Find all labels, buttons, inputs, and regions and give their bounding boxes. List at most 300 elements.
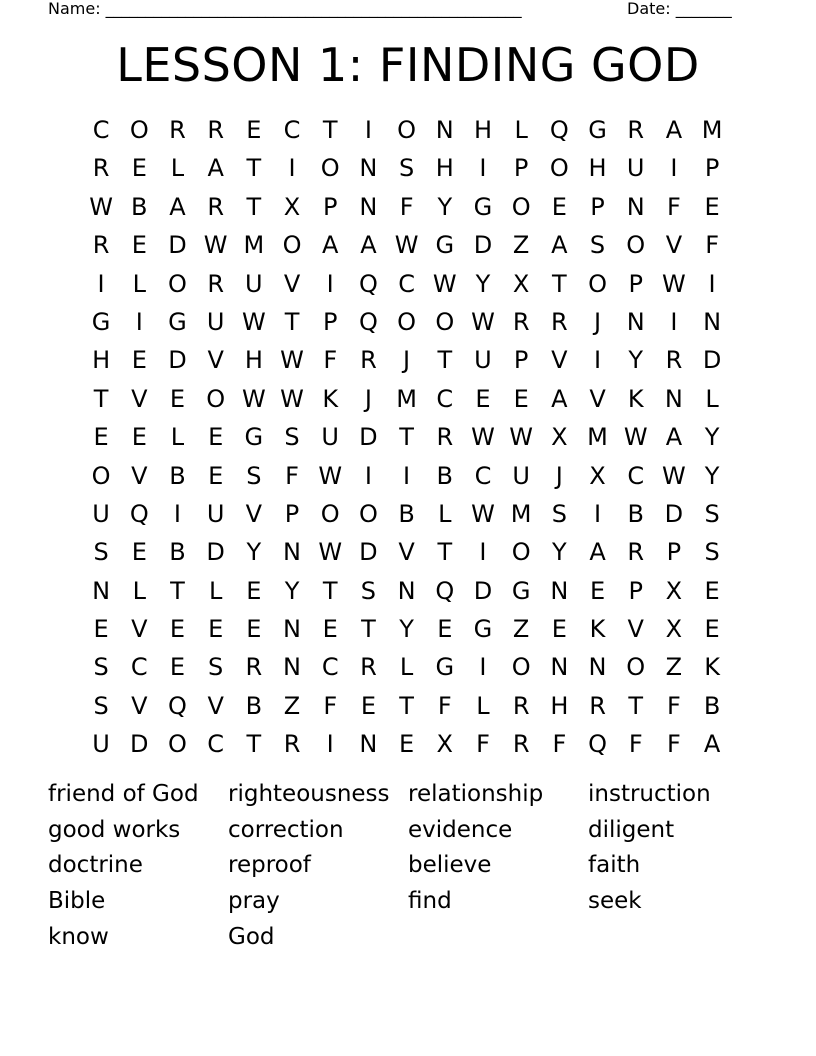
- grid-letter: R: [627, 538, 645, 567]
- grid-letter: D: [206, 538, 225, 567]
- grid-letter: L: [170, 154, 185, 183]
- grid-letter: T: [246, 730, 262, 759]
- grid-letter: B: [398, 499, 415, 528]
- grid-letter: C: [130, 653, 148, 682]
- grid-letter: B: [245, 691, 263, 720]
- grid-letter: S: [704, 499, 720, 528]
- word-list-item: believe: [408, 852, 492, 879]
- grid-letter: E: [169, 653, 186, 682]
- grid-letter: V: [131, 461, 148, 490]
- grid-letter: G: [244, 423, 264, 452]
- grid-letter: E: [399, 730, 415, 759]
- grid-letter: R: [283, 730, 301, 759]
- grid-letter: O: [397, 307, 417, 336]
- grid-letter: N: [626, 192, 645, 221]
- grid-letter: V: [207, 346, 224, 375]
- grid-letter: E: [704, 192, 720, 221]
- grid-letter: P: [628, 269, 643, 298]
- grid-letter: M: [243, 231, 265, 260]
- grid-letter: V: [589, 384, 606, 413]
- grid-letter: Y: [284, 576, 300, 605]
- date-field: Date: _______: [627, 0, 732, 18]
- grid-letter: Y: [437, 192, 453, 221]
- grid-letter: U: [92, 499, 110, 528]
- grid-letter: E: [208, 461, 224, 490]
- grid-letter: X: [665, 615, 683, 644]
- grid-letter: E: [704, 576, 720, 605]
- grid-letter: F: [552, 730, 567, 759]
- grid-letter: R: [512, 307, 530, 336]
- grid-letter: X: [283, 192, 301, 221]
- grid-letter: W: [662, 269, 686, 298]
- grid-letter: O: [397, 116, 417, 144]
- grid-letter: F: [437, 691, 452, 720]
- grid-letter: D: [473, 576, 493, 605]
- grid-letter: T: [284, 307, 300, 336]
- word-list-item: faith: [588, 852, 641, 879]
- grid-letter: I: [403, 461, 411, 490]
- grid-letter: S: [589, 231, 606, 260]
- word-list-item: friend of God: [48, 781, 199, 807]
- grid-letter: Y: [475, 269, 491, 298]
- grid-letter: V: [131, 691, 148, 720]
- grid-letter: V: [131, 384, 148, 413]
- grid-letter: L: [132, 576, 146, 605]
- grid-letter: F: [399, 192, 414, 221]
- grid-letter: U: [206, 307, 225, 336]
- grid-letter: T: [361, 615, 376, 644]
- word-list-item: find: [408, 888, 452, 915]
- grid-letter: D: [168, 346, 187, 375]
- grid-letter: E: [169, 615, 186, 644]
- grid-letter: C: [283, 116, 301, 144]
- grid-letter: J: [593, 307, 602, 336]
- letter-grid: [82, 111, 731, 764]
- grid-letter: E: [131, 154, 147, 183]
- grid-letter: T: [437, 346, 453, 375]
- grid-letter: N: [664, 384, 683, 413]
- grid-letter: E: [360, 691, 376, 720]
- grid-letter: T: [628, 691, 644, 720]
- grid-letter: V: [398, 538, 415, 567]
- grid-letter: Y: [704, 423, 720, 452]
- grid-letter: I: [479, 538, 487, 567]
- grid-letter: Q: [549, 116, 569, 144]
- grid-letter: B: [169, 461, 186, 490]
- grid-letter: D: [359, 423, 378, 452]
- grid-letter: B: [703, 691, 721, 720]
- grid-letter: F: [323, 346, 338, 375]
- grid-letter: Z: [283, 691, 301, 720]
- grid-letter: V: [207, 691, 224, 720]
- grid-letter: O: [358, 499, 378, 528]
- grid-letter: R: [665, 346, 683, 375]
- grid-letter: F: [667, 192, 681, 221]
- grid-letter: T: [246, 154, 262, 183]
- grid-letter: U: [206, 499, 225, 528]
- grid-letter: K: [589, 615, 606, 644]
- grid-letter: A: [589, 538, 606, 567]
- grid-letter: S: [360, 576, 377, 605]
- grid-letter: F: [285, 461, 299, 490]
- word-list-item: God: [228, 923, 275, 950]
- grid-letter: I: [173, 499, 181, 528]
- grid-letter: O: [206, 384, 226, 413]
- grid-letter: A: [551, 384, 568, 413]
- grid-letter: W: [280, 384, 304, 413]
- grid-letter: O: [91, 461, 111, 490]
- grid-letter: N: [588, 653, 607, 682]
- grid-letter: A: [551, 231, 568, 260]
- grid-letter: W: [432, 269, 457, 298]
- grid-letter: U: [321, 423, 339, 452]
- grid-letter: I: [708, 269, 716, 298]
- grid-letter: S: [93, 538, 109, 567]
- word-list-item: righteousness: [228, 781, 390, 807]
- grid-letter: O: [626, 231, 646, 260]
- grid-letter: X: [589, 461, 606, 490]
- grid-letter: X: [551, 423, 568, 452]
- grid-letter: H: [588, 154, 607, 183]
- grid-letter: K: [322, 384, 339, 413]
- word-list-item: reproof: [228, 852, 311, 879]
- grid-letter: Y: [704, 461, 720, 490]
- grid-letter: T: [246, 192, 262, 221]
- grid-letter: P: [322, 192, 338, 221]
- grid-letter: O: [511, 538, 531, 567]
- grid-letter: W: [241, 307, 266, 336]
- grid-letter: T: [322, 576, 338, 605]
- grid-letter: E: [437, 615, 453, 644]
- grid-letter: T: [170, 576, 185, 605]
- grid-letter: R: [92, 231, 110, 260]
- grid-letter: I: [326, 269, 334, 298]
- grid-letter: V: [665, 231, 683, 260]
- grid-letter: S: [551, 499, 567, 528]
- grid-letter: R: [360, 653, 377, 682]
- grid-letter: W: [509, 423, 534, 452]
- grid-letter: C: [398, 269, 415, 298]
- grid-letter: V: [131, 615, 148, 644]
- grid-letter: W: [318, 461, 343, 490]
- grid-letter: W: [394, 231, 419, 260]
- grid-letter: L: [399, 653, 414, 682]
- grid-letter: O: [511, 653, 531, 682]
- grid-letter: S: [246, 461, 262, 490]
- grid-letter: P: [666, 538, 682, 567]
- word-list-item: know: [48, 923, 109, 950]
- grid-letter: G: [435, 653, 455, 682]
- grid-letter: I: [670, 307, 678, 336]
- grid-letter: E: [131, 538, 147, 567]
- grid-letter: R: [207, 116, 224, 144]
- grid-letter: P: [513, 154, 529, 183]
- grid-letter: K: [704, 653, 720, 682]
- grid-letter: N: [550, 653, 569, 682]
- grid-letter: Q: [588, 730, 607, 759]
- grid-letter: T: [322, 116, 338, 144]
- grid-letter: W: [280, 346, 304, 375]
- word-list-item: diligent: [588, 816, 675, 843]
- grid-letter: P: [284, 499, 300, 528]
- grid-letter: N: [626, 307, 645, 336]
- grid-letter: E: [93, 423, 109, 452]
- word-list-item: Bible: [48, 888, 106, 915]
- grid-letter: A: [207, 154, 224, 183]
- grid-letter: F: [323, 691, 338, 720]
- grid-letter: O: [282, 231, 302, 260]
- grid-letter: I: [479, 154, 487, 183]
- grid-letter: O: [588, 269, 607, 298]
- grid-letter: E: [208, 423, 224, 452]
- grid-letter: C: [436, 384, 454, 413]
- grid-letter: H: [435, 154, 454, 183]
- grid-letter: Q: [129, 499, 149, 528]
- grid-letter: I: [97, 269, 105, 298]
- grid-letter: X: [512, 269, 530, 298]
- grid-letter: M: [701, 116, 723, 144]
- grid-letter: F: [628, 730, 643, 759]
- grid-letter: Q: [168, 691, 187, 720]
- grid-letter: S: [93, 691, 109, 720]
- grid-letter: U: [512, 461, 530, 490]
- grid-letter: I: [326, 730, 334, 759]
- grid-letter: M: [587, 423, 608, 452]
- grid-letter: W: [471, 307, 495, 336]
- grid-letter: T: [552, 269, 567, 298]
- grid-letter: K: [627, 384, 644, 413]
- grid-letter: C: [92, 116, 110, 144]
- grid-letter: R: [512, 730, 530, 759]
- grid-letter: M: [396, 384, 417, 413]
- grid-letter: I: [593, 499, 602, 528]
- grid-letter: I: [364, 116, 372, 144]
- grid-letter: T: [399, 691, 414, 720]
- grid-letter: O: [549, 154, 569, 183]
- grid-letter: Q: [435, 576, 455, 605]
- grid-letter: A: [665, 116, 683, 144]
- grid-letter: S: [208, 653, 224, 682]
- grid-letter: D: [130, 730, 149, 759]
- word-list-item: seek: [588, 888, 642, 915]
- grid-letter: A: [322, 231, 339, 260]
- grid-letter: A: [360, 231, 377, 260]
- grid-letter: I: [364, 461, 372, 490]
- grid-letter: E: [246, 116, 262, 144]
- grid-letter: T: [93, 384, 109, 413]
- grid-letter: Z: [512, 615, 530, 644]
- grid-letter: J: [364, 384, 372, 413]
- grid-letter: R: [551, 307, 568, 336]
- grid-letter: T: [399, 423, 414, 452]
- grid-letter: R: [589, 691, 606, 720]
- grid-letter: E: [208, 615, 224, 644]
- grid-letter: E: [513, 384, 529, 413]
- grid-letter: V: [245, 499, 263, 528]
- grid-letter: N: [92, 576, 111, 605]
- grid-letter: C: [627, 461, 645, 490]
- page-title: LESSON 1: FINDING GOD: [116, 38, 700, 92]
- grid-letter: L: [208, 576, 223, 605]
- grid-letter: O: [168, 269, 187, 298]
- grid-letter: P: [322, 307, 338, 336]
- grid-letter: Y: [628, 346, 644, 375]
- grid-letter: W: [623, 423, 648, 452]
- grid-letter: C: [321, 653, 339, 682]
- grid-letter: R: [92, 154, 110, 183]
- grid-letter: R: [245, 653, 263, 682]
- grid-letter: H: [550, 691, 569, 720]
- grid-letter: W: [203, 231, 228, 260]
- grid-letter: U: [626, 154, 645, 183]
- grid-letter: N: [359, 192, 378, 221]
- word-list-item: relationship: [408, 781, 544, 807]
- grid-letter: A: [703, 730, 721, 759]
- grid-letter: P: [513, 346, 529, 375]
- grid-letter: I: [593, 346, 602, 375]
- grid-letter: U: [474, 346, 492, 375]
- grid-letter: S: [704, 538, 720, 567]
- grid-letter: D: [473, 231, 493, 260]
- grid-letter: B: [131, 192, 148, 221]
- grid-letter: T: [437, 538, 453, 567]
- grid-letter: D: [664, 499, 684, 528]
- grid-letter: R: [512, 691, 530, 720]
- word-list-item: correction: [228, 816, 344, 843]
- grid-letter: R: [169, 116, 186, 144]
- grid-letter: O: [320, 499, 340, 528]
- grid-letter: D: [702, 346, 722, 375]
- grid-letter: E: [475, 384, 491, 413]
- grid-letter: N: [703, 307, 722, 336]
- grid-letter: S: [398, 154, 415, 183]
- grid-letter: E: [131, 423, 147, 452]
- grid-letter: E: [246, 576, 262, 605]
- grid-letter: O: [511, 192, 531, 221]
- word-list-item: doctrine: [48, 852, 143, 879]
- word-list-item: instruction: [588, 781, 711, 807]
- grid-letter: O: [129, 116, 149, 144]
- grid-letter: W: [241, 384, 266, 413]
- grid-letter: G: [91, 307, 111, 336]
- grid-letter: N: [283, 615, 301, 644]
- grid-letter: E: [704, 615, 720, 644]
- grid-letter: N: [435, 116, 454, 144]
- grid-letter: U: [92, 730, 110, 759]
- grid-letter: Z: [512, 231, 530, 260]
- grid-letter: O: [320, 154, 340, 183]
- grid-letter: E: [322, 615, 338, 644]
- grid-letter: V: [283, 269, 301, 298]
- grid-letter: H: [244, 346, 263, 375]
- grid-letter: D: [359, 538, 378, 567]
- grid-letter: N: [359, 154, 378, 183]
- grid-letter: Q: [358, 269, 378, 298]
- grid-letter: F: [667, 730, 681, 759]
- grid-letter: Z: [665, 653, 683, 682]
- grid-letter: R: [436, 423, 454, 452]
- grid-letter: O: [435, 307, 455, 336]
- grid-letter: B: [169, 538, 186, 567]
- grid-letter: G: [473, 192, 493, 221]
- grid-letter: G: [435, 231, 455, 260]
- grid-letter: D: [168, 231, 187, 260]
- grid-letter: Y: [552, 538, 567, 567]
- grid-letter: F: [705, 231, 719, 260]
- grid-letter: R: [207, 192, 224, 221]
- grid-letter: V: [627, 615, 644, 644]
- grid-letter: G: [511, 576, 531, 605]
- grid-letter: I: [288, 154, 296, 183]
- grid-letter: O: [168, 730, 187, 759]
- grid-letter: L: [476, 691, 490, 720]
- grid-letter: J: [403, 346, 411, 375]
- word-list-item: good works: [48, 816, 181, 843]
- grid-letter: P: [590, 192, 605, 221]
- grid-letter: F: [667, 691, 681, 720]
- grid-letter: G: [168, 307, 187, 336]
- grid-letter: G: [588, 116, 607, 144]
- grid-letter: U: [245, 269, 263, 298]
- grid-letter: J: [555, 461, 563, 490]
- grid-letter: E: [169, 384, 186, 413]
- grid-letter: W: [471, 423, 495, 452]
- grid-letter: W: [318, 538, 343, 567]
- word-list-item: pray: [228, 888, 280, 915]
- grid-letter: C: [474, 461, 492, 490]
- grid-letter: E: [246, 615, 262, 644]
- word-list-item: evidence: [408, 816, 513, 843]
- grid-letter: B: [436, 461, 454, 490]
- grid-letter: C: [207, 730, 225, 759]
- grid-letter: W: [471, 499, 495, 528]
- grid-letter: A: [169, 192, 186, 221]
- grid-letter: M: [510, 499, 532, 528]
- grid-letter: E: [551, 615, 567, 644]
- grid-letter: N: [397, 576, 416, 605]
- word-list: [48, 777, 768, 955]
- grid-letter: R: [207, 269, 224, 298]
- grid-letter: N: [283, 538, 301, 567]
- grid-letter: N: [550, 576, 569, 605]
- grid-letter: H: [473, 116, 492, 144]
- grid-letter: N: [283, 653, 301, 682]
- grid-letter: E: [93, 615, 109, 644]
- grid-letter: E: [551, 192, 567, 221]
- grid-letter: N: [359, 730, 378, 759]
- grid-letter: P: [628, 576, 643, 605]
- grid-letter: L: [438, 499, 452, 528]
- grid-letter: R: [360, 346, 377, 375]
- grid-letter: X: [436, 730, 453, 759]
- grid-letter: I: [670, 154, 678, 183]
- grid-letter: O: [626, 653, 646, 682]
- grid-letter: Q: [358, 307, 378, 336]
- grid-letter: W: [662, 461, 686, 490]
- grid-letter: L: [514, 116, 528, 144]
- grid-letter: R: [627, 116, 645, 144]
- grid-letter: P: [704, 154, 720, 183]
- grid-letter: L: [132, 269, 146, 298]
- grid-letter: F: [476, 730, 490, 759]
- grid-letter: S: [93, 653, 109, 682]
- grid-letter: W: [89, 192, 113, 221]
- grid-letter: B: [627, 499, 644, 528]
- grid-letter: L: [705, 384, 719, 413]
- grid-letter: E: [131, 346, 147, 375]
- grid-letter: H: [92, 346, 111, 375]
- grid-letter: Y: [246, 538, 262, 567]
